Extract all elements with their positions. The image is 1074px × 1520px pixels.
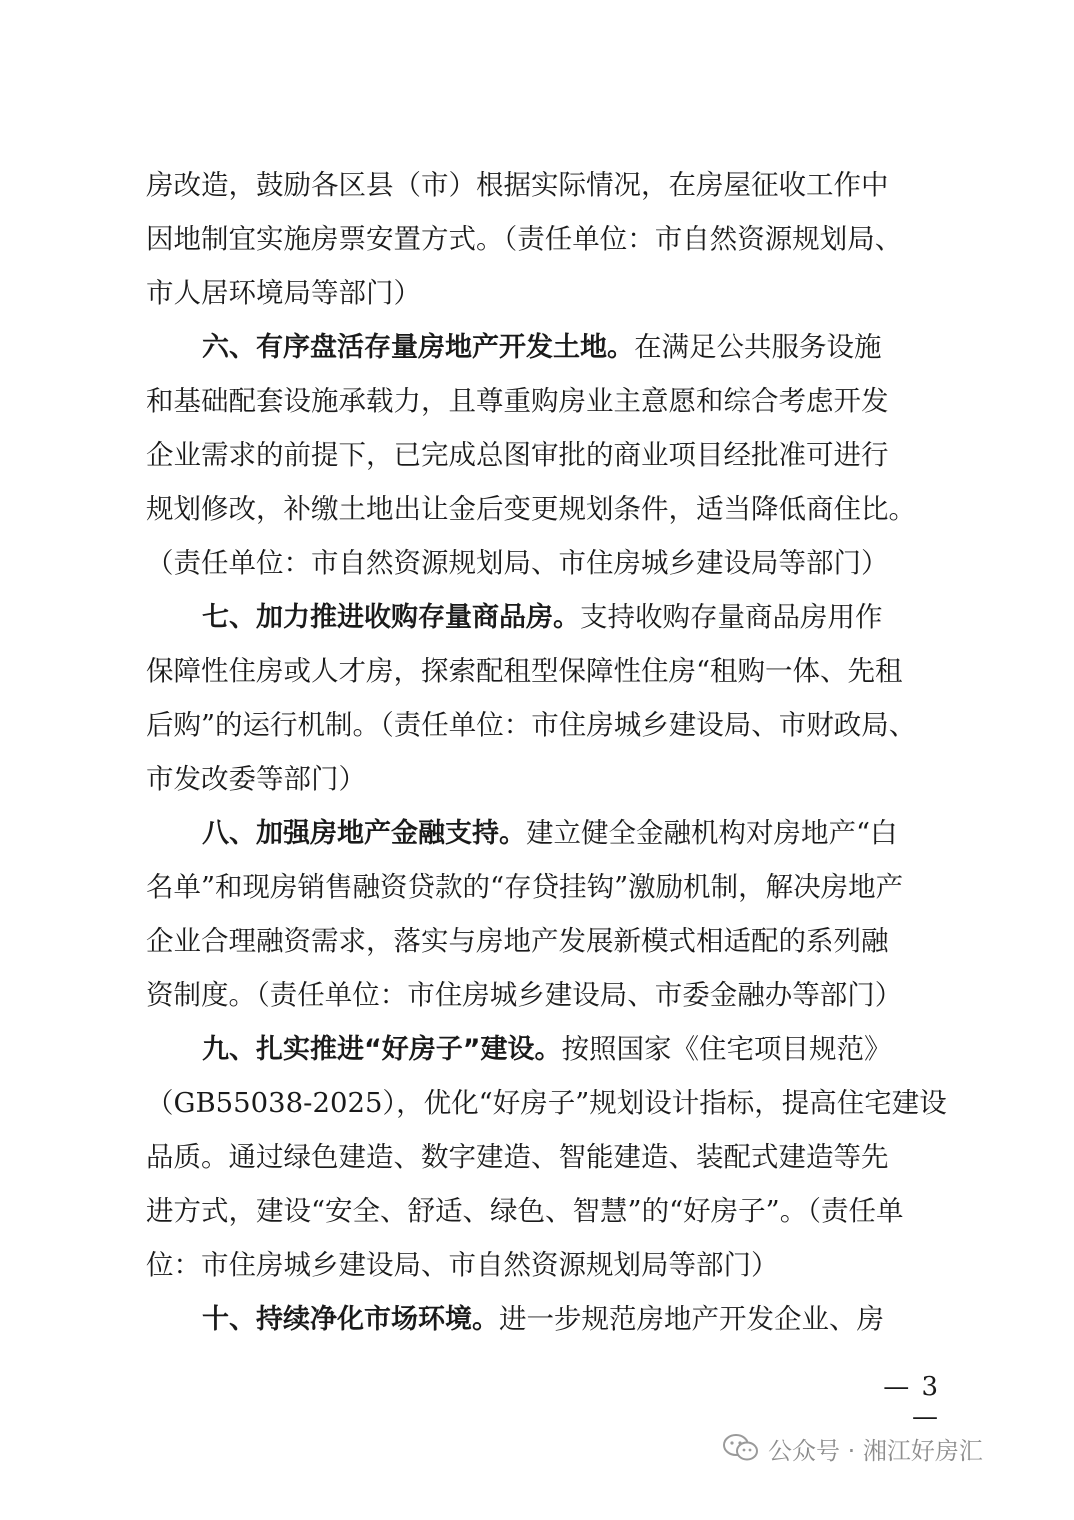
wechat-watermark: [722, 1428, 983, 1468]
line-text: 位：市住房城乡建设局、市自然资源规划局等部门）: [146, 1249, 779, 1281]
line-text: 后购”的运行机制。（责任单位：市住房城乡建设局、市财政局、: [146, 709, 917, 741]
line-text: 企业合理融资需求，落实与房地产发展新模式相适配的系列融: [146, 925, 889, 957]
body-line: [146, 536, 936, 590]
section-heading: 九、扎实推进“好房子”建设。: [202, 1034, 562, 1065]
body-line: [146, 914, 936, 968]
wechat-icon: [722, 1433, 760, 1463]
body-line: [146, 1130, 936, 1184]
body-line: [146, 374, 936, 428]
line-text: 进一步规范房地产开发企业、房: [499, 1303, 884, 1335]
section-heading: 六、有序盘活存量房地产开发土地。: [202, 332, 634, 363]
line-text: 在满足公共服务设施: [634, 331, 882, 363]
section-heading: 七、加力推进收购存量商品房。: [202, 602, 580, 633]
line-text: 规划修改，补缴土地出让金后变更规划条件，适当降低商住比。: [146, 493, 916, 525]
watermark-label: 公众号 · 湘江好房汇: [768, 1436, 983, 1465]
line-text: 保障性住房或人才房，探索配租型保障性住房“租购一体、先租: [146, 655, 903, 687]
body-line: [146, 158, 936, 212]
body-line: [146, 860, 936, 914]
section-6-first-line: [146, 320, 936, 374]
line-text: 品质。通过绿色建造、数字建造、智能建造、装配式建造等先: [146, 1141, 889, 1173]
line-text: 资制度。（责任单位：市住房城乡建设局、市委金融办等部门）: [146, 979, 903, 1011]
line-text: 支持收购存量商品房用作: [580, 601, 883, 633]
line-text: 市人居环境局等部门）: [146, 277, 421, 309]
body-line: [146, 482, 936, 536]
document-body: [146, 158, 947, 1346]
body-line: [146, 1076, 947, 1130]
line-text: （责任单位：市自然资源规划局、市住房城乡建设局等部门）: [146, 547, 889, 579]
page-number: — 3 —: [883, 1372, 940, 1432]
section-8-first-line: [146, 806, 936, 860]
line-text: 名单”和现房销售融资贷款的“存贷挂钩”激励机制，解决房地产: [146, 871, 904, 903]
body-line: [146, 266, 936, 320]
body-line: [146, 968, 936, 1022]
line-text: 建立健全金融机构对房地产“白: [526, 817, 898, 849]
line-text: 按照国家《住宅项目规范》: [561, 1033, 892, 1065]
body-line: [146, 752, 936, 806]
body-line: [146, 1238, 936, 1292]
section-9-first-line: [146, 1022, 936, 1076]
body-line: [146, 428, 936, 482]
body-line: [146, 644, 936, 698]
line-text: （GB55038-2025），优化“好房子”规划设计指标，提高住宅建设: [146, 1087, 947, 1119]
line-text: 因地制宜实施房票安置方式。（责任单位：市自然资源规划局、: [146, 223, 903, 255]
section-7-first-line: [146, 590, 936, 644]
body-line: [146, 1184, 936, 1238]
section-heading: 十、持续净化市场环境。: [202, 1304, 499, 1335]
line-text: 进方式，建设“安全、舒适、绿色、智慧”的“好房子”。（责任单: [146, 1195, 904, 1227]
line-text: 和基础配套设施承载力，且尊重购房业主意愿和综合考虑开发: [146, 385, 889, 417]
body-line: [146, 212, 936, 266]
line-text: 房改造，鼓励各区县（市）根据实际情况，在房屋征收工作中: [146, 169, 889, 201]
section-10-first-line: [146, 1292, 936, 1346]
section-heading: 八、加强房地产金融支持。: [202, 818, 526, 849]
line-text: 企业需求的前提下，已完成总图审批的商业项目经批准可进行: [146, 439, 889, 471]
line-text: 市发改委等部门）: [146, 763, 366, 795]
body-line: [146, 698, 936, 752]
